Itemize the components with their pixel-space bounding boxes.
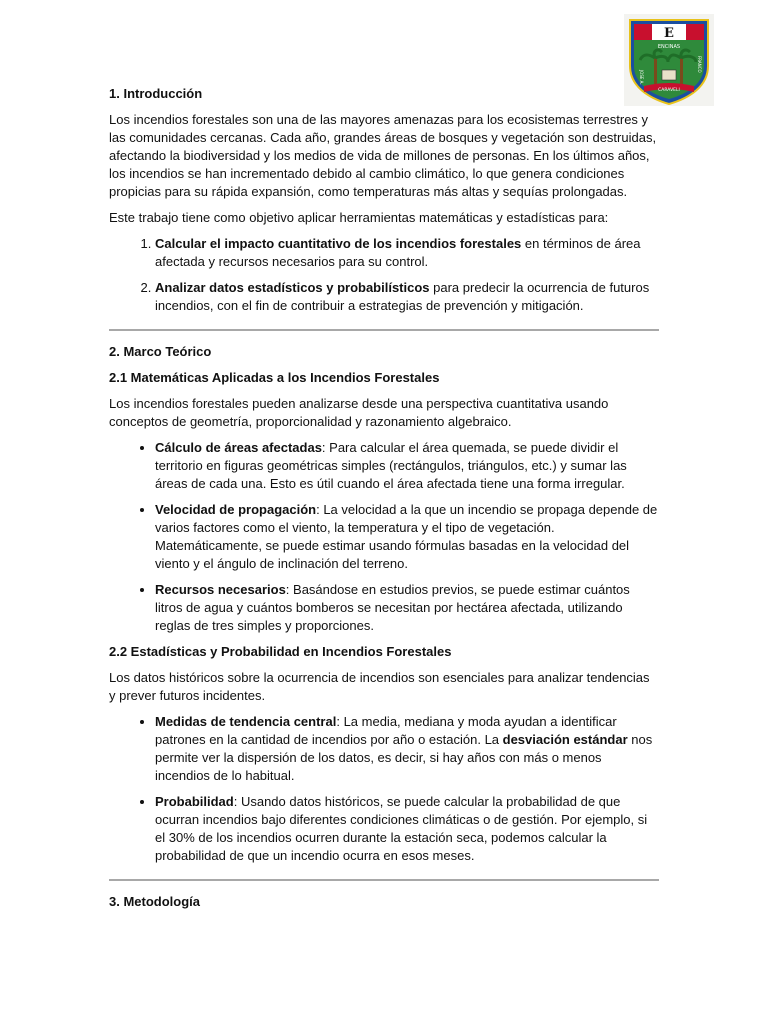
list-item: 2. Analizar datos estadísticos y probabilísticos para predecir la ocurrencia de futuros incendios, con el fin de contribuir a estrategias de prevención y mitigación. — [155, 279, 659, 315]
subsection-2-2-paragraph: Los datos históricos sobre la ocurrencia de incendios son esenciales para analizar tendencias y prever futuros incidentes. — [109, 670, 650, 703]
list-item: • Cálculo de áreas afectadas: Para calcular el área quemada, se puede dividir el territorio en figuras geométricas simples (rectángulos, triángulos, etc.) y sumar las áreas de cada una. Esto es útil cuando el área afectada tiene una forma irregular. — [155, 439, 659, 493]
crest-name: ENCINAS — [657, 44, 681, 50]
intro-paragraph-2: Este trabajo tiene como objetivo aplicar herramientas matemáticas y estadísticas para: — [109, 210, 609, 225]
section-divider — [109, 879, 659, 881]
subsection-2-1-heading: 2.1 Matemáticas Aplicadas a los Incendios Forestales — [109, 370, 440, 385]
stats-bullet-list — [109, 713, 659, 865]
subsection-2-1-paragraph: Los incendios forestales pueden analizarse desde una perspectiva cuantitativa usando conceptos de geometría, proporcionalidad y razonamiento algebraico. — [109, 396, 609, 429]
subsection-2-2-heading: 2.2 Estadísticas y Probabilidad en Incendios Forestales — [109, 644, 452, 659]
crest-ribbon: CARAVELI — [658, 88, 680, 93]
list-item: • Recursos necesarios: Basándose en estudios previos, se puede estimar cuántos litros de agua y cuántos bomberos se necesitan por hectárea afectada, utilizando reglas de tres simples y proporciones. — [155, 581, 659, 635]
list-item: 1. Calcular el impacto cuantitativo de los incendios forestales en términos de área afectada y recursos necesarios para su control. — [155, 235, 659, 271]
crest-left-text: JOSE A. — [639, 70, 644, 85]
objectives-list — [109, 235, 659, 315]
section-divider — [109, 329, 659, 331]
list-item: • Medidas de tendencia central: La media, mediana y moda ayudan a identificar patrones en la cantidad de incendios por año o estación. La desviación estándar nos permite ver la dispersión de los datos, es decir, si hay años con más o menos incendios de lo habitual. — [155, 713, 659, 785]
section-1-heading: 1. Introducción — [109, 86, 203, 101]
intro-paragraph-1: Los incendios forestales son una de las mayores amenazas para los ecosistemas terrestres y las comunidades cercanas. Cada año, grandes áreas de bosques y vegetación son destruidas, afectando la biodiversidad y los medios de vida de millones de personas. En los últimos años, los incendios se han incrementado debido al cambio climático, lo que genera condiciones propicias para su rápida expansión, como temperaturas más altas y sequías prolongadas. — [109, 112, 657, 199]
crest-right-text: FRANCO — [697, 56, 702, 73]
list-item: • Probabilidad: Usando datos históricos, se puede calcular la probabilidad de que ocurran incendios bajo diferentes condiciones climáticas o de gestión. Por ejemplo, si el 30% de los incendios ocurren durante la estación seca, podemos calcular la probabilidad de que un incendio ocurra en esos meses. — [155, 793, 659, 865]
crest-letter: E — [664, 26, 674, 41]
document-body — [109, 85, 659, 919]
section-2-heading: 2. Marco Teórico — [109, 344, 212, 359]
section-3-heading: 3. Metodología — [109, 894, 200, 909]
math-bullet-list — [109, 439, 659, 635]
list-item: • Velocidad de propagación: La velocidad a la que un incendio se propaga depende de varios factores como el viento, la temperatura y el tipo de vegetación. Matemáticamente, se puede estimar usando fórmulas basadas en la velocidad del viento y el ángulo de inclinación del terreno. — [155, 501, 659, 573]
